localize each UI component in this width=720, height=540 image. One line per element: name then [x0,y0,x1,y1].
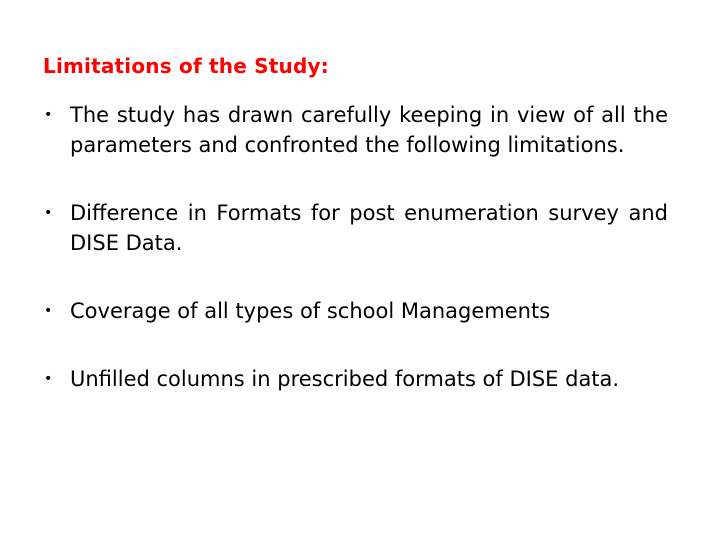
bullet-text: Difference in Formats for post enumeration survey and DISE Data. [70,201,668,255]
bullet-text: Coverage of all types of school Managements [70,299,551,323]
bullet-text: Unfilled columns in prescribed formats of DISE data. [70,367,620,391]
list-item [43,100,668,160]
bullet-icon: • [44,205,53,221]
slide-title: Limitations of the Study: [43,54,329,78]
list-item [43,198,668,258]
bullet-icon: • [44,303,53,319]
bullet-text: The study has drawn carefully keeping in view of all the parameters and confronted the following limitations. [70,103,668,157]
list-item [43,296,668,326]
bullet-icon: • [44,107,53,123]
list-item [43,364,668,394]
bullet-list [43,100,668,394]
bullet-icon: • [44,371,53,387]
